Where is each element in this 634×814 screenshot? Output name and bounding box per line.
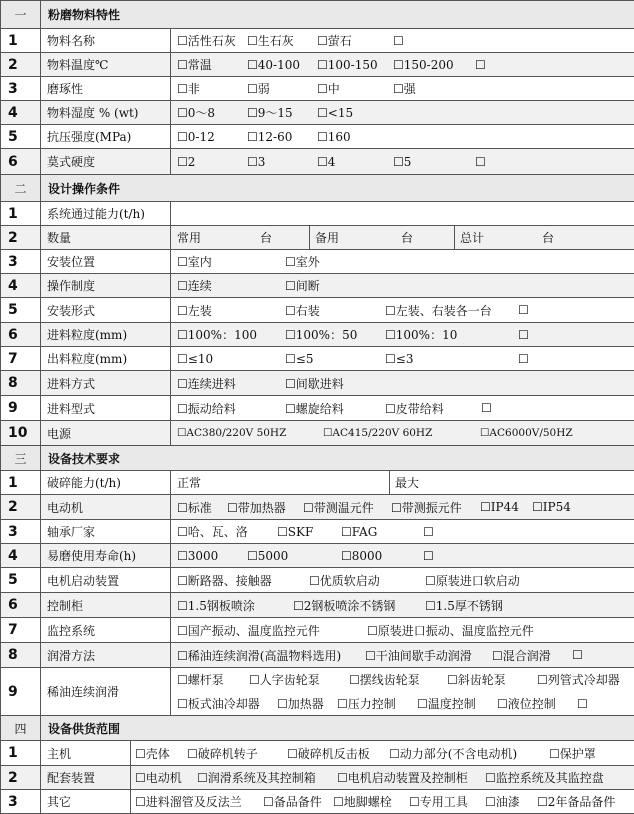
form-row [1, 592, 634, 617]
form-row [1, 789, 634, 813]
row-number: 8 [1, 643, 41, 667]
checkbox-option[interactable]: ☐间断 [285, 279, 320, 293]
row-label: 进料方式 [41, 371, 171, 395]
checkbox-option[interactable]: ☐AC415/220V 60HZ [323, 427, 433, 439]
row-number: 2 [1, 53, 41, 76]
form-row [1, 519, 634, 543]
checkbox-option[interactable]: ☐斜齿轮泵 [447, 673, 506, 687]
row-label: 电动机 [41, 495, 171, 519]
checkbox-option[interactable]: ☐原装进口振动、温度监控元件 [367, 623, 534, 638]
form-row [1, 28, 634, 52]
checkbox-option[interactable]: ☐AC6000V/50HZ [480, 427, 573, 439]
checkbox-option[interactable]: ☐螺杆泵 [177, 673, 224, 687]
row-number: 5 [1, 125, 41, 148]
checkbox-option[interactable]: ☐1.5厚不锈钢 [425, 598, 503, 613]
row-number: 7 [1, 618, 41, 642]
cell-divider [309, 226, 310, 249]
checkbox-option[interactable]: ☐弱 [247, 82, 270, 96]
checkbox-option[interactable]: ☐中 [317, 82, 340, 96]
row-label: 进料粒度(mm) [41, 323, 171, 346]
row-label: 物料温度℃ [41, 53, 171, 76]
row-number: 4 [1, 544, 41, 567]
checkbox-option[interactable]: ☐摆线齿轮泵 [349, 673, 420, 687]
row-number: 4 [1, 274, 41, 297]
checkbox-option[interactable]: ☐ [518, 303, 529, 317]
form-row [1, 297, 634, 322]
row-label: 轴承厂家 [41, 520, 171, 543]
form-row [1, 225, 634, 249]
checkbox-option[interactable]: ☐≤10 [177, 351, 214, 366]
checkbox-option[interactable]: ☐SKF [277, 524, 314, 539]
checkbox-option[interactable]: ☐8000 [341, 548, 383, 563]
checkbox-option[interactable]: ☐100%：50 [285, 328, 358, 342]
form-row [1, 370, 634, 395]
row-number: 6 [1, 593, 41, 617]
row-number: 6 [1, 323, 41, 346]
checkbox-option[interactable]: ☐≤5 [285, 351, 314, 366]
row-number: 7 [1, 347, 41, 370]
cell-label: 备用 [315, 231, 340, 245]
checkbox-option[interactable]: ☐标准 [177, 500, 212, 515]
checkbox-option[interactable]: ☐润滑系统及其控制箱 [197, 771, 316, 785]
checkbox-option[interactable]: ☐12-60 [247, 129, 293, 144]
checkbox-option[interactable]: ☐5000 [247, 548, 289, 563]
cell-label: 最大 [395, 476, 420, 490]
checkbox-option[interactable]: ☐IP54 [532, 500, 571, 514]
row-number: 9 [1, 396, 41, 420]
row-label: 破碎能力(t/h) [41, 471, 171, 494]
checkbox-option[interactable]: ☐破碎机转子 [187, 746, 258, 761]
checkbox-option[interactable]: ☐40-100 [247, 57, 300, 72]
checkbox-option[interactable]: ☐100-150 [317, 57, 378, 72]
form-row [1, 322, 634, 346]
form-row [1, 740, 634, 765]
form-row [1, 201, 634, 225]
checkbox-option[interactable]: ☐活性石灰 [177, 34, 236, 48]
form-row [1, 346, 634, 370]
checkbox-option[interactable]: ☐0-12 [177, 129, 215, 144]
checkbox-option[interactable]: ☐地脚螺栓 [333, 795, 392, 809]
checkbox-option[interactable]: ☐列管式冷却器 [537, 673, 620, 687]
row-label: 系统通过能力(t/h) [41, 202, 171, 225]
checkbox-option[interactable]: ☐ [423, 524, 434, 539]
checkbox-option[interactable]: ☐左装 [177, 303, 212, 318]
row-label: 物料名称 [41, 29, 171, 52]
checkbox-option[interactable]: ☐ [518, 351, 529, 366]
checkbox-option[interactable]: ☐150-200 [393, 57, 454, 72]
checkbox-option[interactable]: ☐<15 [317, 105, 354, 120]
checkbox-option[interactable]: ☐ [572, 648, 583, 662]
checkbox-option[interactable]: ☐保护罩 [549, 746, 596, 761]
form-row [1, 765, 634, 789]
row-number: 2 [1, 495, 41, 519]
row-label: 磨琢性 [41, 77, 171, 100]
checkbox-option[interactable]: ☐动力部分(不含电动机) [389, 746, 518, 761]
row-label: 易磨使用寿命(h) [41, 544, 171, 567]
form-row [1, 567, 634, 592]
checkbox-option[interactable]: ☐人字齿轮泵 [249, 673, 320, 687]
row-number: 3 [1, 77, 41, 100]
row-label: 配套装置 [41, 766, 131, 789]
checkbox-option[interactable]: ☐皮带给料 [385, 401, 444, 416]
row-label: 数量 [41, 226, 171, 249]
unit-label: 台 [401, 231, 414, 245]
checkbox-option[interactable]: ☐0～8 [177, 106, 216, 120]
section-number: 二 [1, 175, 41, 201]
cell-label: 常用 [177, 231, 202, 245]
checkbox-option[interactable]: ☐4 [317, 154, 336, 169]
checkbox-option[interactable]: ☐非 [177, 82, 200, 96]
row-label: 操作制度 [41, 274, 171, 297]
checkbox-option[interactable]: ☐带测温元件 [303, 500, 374, 515]
checkbox-option[interactable]: ☐油漆 [485, 795, 520, 809]
checkbox-option[interactable]: ☐混合润滑 [492, 648, 551, 663]
row-label: 物料湿度 % (wt) [41, 101, 171, 124]
row-label: 抗压强度(MPa) [41, 125, 171, 148]
checkbox-option[interactable]: ☐专用工具 [409, 795, 468, 809]
section-number: 三 [1, 446, 41, 470]
row-number: 4 [1, 101, 41, 124]
form-row [1, 420, 634, 445]
row-number: 9 [1, 668, 41, 715]
cell-label: 总计 [460, 231, 485, 245]
row-label: 出料粒度(mm) [41, 347, 171, 370]
checkbox-option[interactable]: ☐ [577, 696, 588, 711]
row-number: 5 [1, 298, 41, 322]
section-number: 一 [1, 1, 41, 28]
checkbox-option[interactable]: ☐稀油连续润滑(高温物料选用) [177, 648, 342, 663]
section-header [1, 174, 634, 201]
form-row [1, 100, 634, 124]
form-row [1, 543, 634, 567]
checkbox-option[interactable]: ☐国产振动、温度监控元件 [177, 623, 320, 638]
checkbox-option[interactable]: ☐监控系统及其监控盘 [485, 771, 604, 785]
checkbox-option[interactable]: ☐3 [247, 154, 266, 169]
checkbox-option[interactable]: ☐电动机 [135, 771, 182, 785]
row-number: 3 [1, 790, 41, 813]
checkbox-option[interactable]: ☐电机启动装置及控制柜 [337, 771, 468, 785]
checkbox-option[interactable]: ☐9～15 [247, 106, 293, 120]
checkbox-option[interactable]: ☐右装 [285, 303, 320, 318]
row-number: 8 [1, 371, 41, 395]
section-title: 粉磨物料特性 [48, 8, 121, 22]
row-label: 莫式硬度 [41, 149, 171, 174]
section-header [1, 0, 634, 28]
unit-label: 台 [542, 231, 555, 245]
checkbox-option[interactable]: ☐2年备品备件 [537, 795, 616, 809]
row-label: 控制柜 [41, 593, 171, 617]
row-number: 2 [1, 766, 41, 789]
checkbox-option[interactable]: ☐备品备件 [263, 795, 322, 809]
section-title: 设计操作条件 [48, 181, 121, 196]
checkbox-option[interactable]: ☐100%：10 [385, 328, 458, 342]
unit-label: 台 [260, 231, 273, 245]
checkbox-option[interactable]: ☐破碎机反击板 [287, 746, 370, 761]
row-label: 电机启动装置 [41, 568, 171, 592]
row-label: 监控系统 [41, 618, 171, 642]
checkbox-option[interactable]: ☐生石灰 [247, 34, 294, 48]
cell-label: 正常 [177, 476, 202, 490]
checkbox-option[interactable]: ☐液位控制 [497, 697, 556, 711]
row-label: 进料型式 [41, 396, 171, 420]
form-row [1, 273, 634, 297]
section-number: 四 [1, 716, 41, 740]
row-number: 1 [1, 29, 41, 52]
form-row [1, 52, 634, 76]
checkbox-option[interactable]: ☐FAG [341, 524, 378, 539]
checkbox-option[interactable]: ☐100%：100 [177, 328, 257, 342]
checkbox-option[interactable]: ☐1.5钢板喷涂 [177, 598, 255, 613]
form-row [1, 148, 634, 174]
checkbox-option[interactable]: ☐室外 [285, 255, 320, 269]
checkbox-option[interactable]: ☐AC380/220V 50HZ [177, 427, 287, 439]
checkbox-option[interactable]: ☐ [423, 548, 434, 563]
checkbox-option[interactable]: ☐ [393, 33, 404, 48]
form-row [1, 642, 634, 667]
row-label: 其它 [41, 790, 131, 813]
row-label: 润滑方法 [41, 643, 171, 667]
checkbox-option[interactable]: ☐温度控制 [417, 697, 476, 711]
checkbox-option[interactable]: ☐5 [393, 154, 412, 169]
row-number: 3 [1, 520, 41, 543]
form-row [1, 470, 634, 494]
checkbox-option[interactable]: ☐压力控制 [337, 697, 396, 711]
form-row [1, 76, 634, 100]
row-label: 安装位置 [41, 250, 171, 273]
checkbox-option[interactable]: ☐≤3 [385, 351, 414, 366]
row-number: 1 [1, 741, 41, 765]
checkbox-option[interactable]: ☐加热器 [277, 697, 324, 711]
checkbox-option[interactable]: ☐160 [317, 129, 351, 144]
checkbox-option[interactable]: ☐振动给料 [177, 401, 236, 416]
cell-divider [454, 226, 455, 249]
checkbox-option[interactable]: ☐常温 [177, 58, 212, 72]
row-number: 6 [1, 149, 41, 174]
checkbox-option[interactable]: ☐板式油冷却器 [177, 697, 260, 711]
checkbox-option[interactable]: ☐2钢板喷涂不锈钢 [293, 598, 396, 613]
capacity-input[interactable] [173, 202, 628, 225]
checkbox-option[interactable]: ☐ [475, 154, 486, 169]
checkbox-option[interactable]: ☐进料溜管及反法兰 [135, 795, 242, 809]
checkbox-option[interactable]: ☐左装、右装各一台 [385, 303, 492, 318]
section-title: 设备技术要求 [48, 451, 121, 466]
checkbox-option[interactable]: ☐ [518, 327, 529, 342]
checkbox-option[interactable]: ☐间歇进料 [285, 376, 344, 391]
checkbox-option[interactable]: ☐干油间歇手动润滑 [365, 648, 472, 663]
row-number: 2 [1, 226, 41, 249]
section-header [1, 445, 634, 470]
checkbox-option[interactable]: ☐3000 [177, 548, 219, 563]
row-number: 1 [1, 471, 41, 494]
form-row [1, 124, 634, 148]
checkbox-option[interactable]: ☐室内 [177, 255, 212, 269]
checkbox-option[interactable]: ☐带测振元件 [391, 500, 462, 515]
checkbox-option[interactable]: ☐螺旋给料 [285, 401, 344, 416]
row-label: 主机 [41, 741, 131, 765]
row-label: 安装形式 [41, 298, 171, 322]
checkbox-option[interactable]: ☐断路器、接触器 [177, 573, 272, 588]
row-number: 1 [1, 202, 41, 225]
checkbox-option[interactable]: ☐带加热器 [227, 500, 286, 515]
section-title: 设备供货范围 [48, 721, 121, 736]
checkbox-option[interactable]: ☐优质软启动 [309, 573, 380, 588]
checkbox-option[interactable]: ☐哈、瓦、洛 [177, 525, 248, 539]
checkbox-option[interactable]: ☐2 [177, 154, 196, 169]
row-number: 5 [1, 568, 41, 592]
form-row [1, 249, 634, 273]
form-row [1, 395, 634, 420]
form-row [1, 617, 634, 642]
row-number: 10 [1, 421, 41, 445]
form-row [1, 494, 634, 519]
form-row [1, 667, 634, 715]
checkbox-option[interactable]: ☐连续 [177, 279, 212, 293]
row-label: 稀油连续润滑 [41, 668, 171, 715]
checkbox-option[interactable]: ☐原装进口软启动 [425, 573, 520, 588]
checkbox-option[interactable]: ☐强 [393, 82, 416, 96]
section-header [1, 715, 634, 740]
cell-divider [389, 471, 390, 494]
checkbox-option[interactable]: ☐ [475, 57, 486, 72]
checkbox-option[interactable]: ☐IP44 [480, 500, 519, 514]
row-label: 电源 [41, 421, 171, 445]
row-number: 3 [1, 250, 41, 273]
checkbox-option[interactable]: ☐ [481, 401, 492, 415]
checkbox-option[interactable]: ☐连续进料 [177, 376, 236, 391]
checkbox-option[interactable]: ☐萤石 [317, 34, 352, 48]
checkbox-option[interactable]: ☐壳体 [135, 746, 170, 761]
